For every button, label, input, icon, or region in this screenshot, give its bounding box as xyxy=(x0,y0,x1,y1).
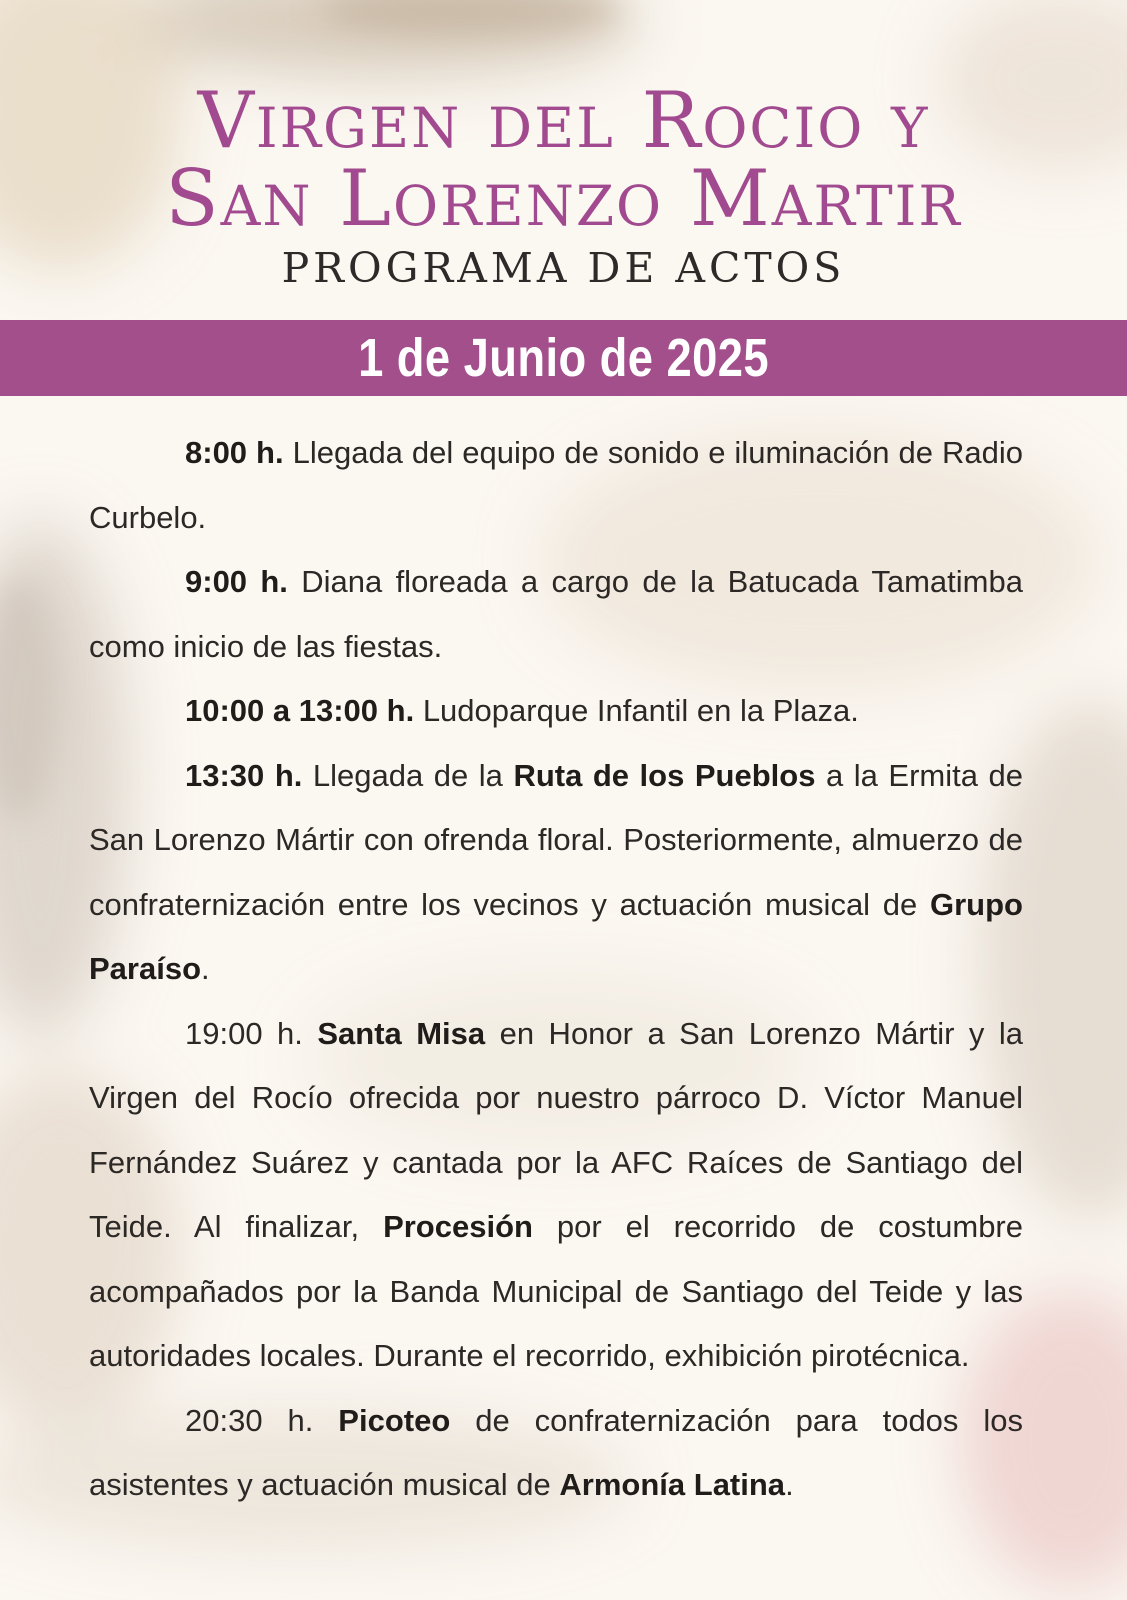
event-highlight: Picoteo xyxy=(338,1402,451,1438)
event-time: 20:30 h. xyxy=(185,1402,339,1438)
program-list xyxy=(89,421,1023,1518)
title-line-1: Virgen del Rocio y xyxy=(197,76,930,166)
event-text: a la Ermita de San Lorenzo Mártir con ofrenda floral. Posteriormente, almuerzo de confraternización entre los vecinos y actuación musical de xyxy=(89,757,1023,922)
event-item xyxy=(89,679,1023,744)
event-highlight: Procesión xyxy=(383,1209,533,1244)
event-text: por el recorrido de costumbre acompañados por la Banda Municipal de Santiago del Teide y las autoridades locales. Durante el recorrido, exhibición pirotécnica. xyxy=(89,1209,1023,1373)
title-line-2: San Lorenzo Martir xyxy=(165,154,962,244)
event-item xyxy=(89,744,1023,1002)
event-time: 9:00 h. xyxy=(185,564,288,599)
event-item xyxy=(89,1002,1023,1389)
event-text: Llegada de la xyxy=(302,757,514,793)
date-banner xyxy=(0,320,1127,396)
event-highlight: Ruta de los Pueblos xyxy=(513,757,816,793)
event-text: . xyxy=(201,951,210,986)
subtitle: PROGRAMA DE ACTOS xyxy=(281,244,846,292)
event-text: Ludoparque Infantil en la Plaza. xyxy=(414,693,859,728)
event-text: Diana floreada a cargo de la Batucada Tamatimba como inicio de las fiestas. xyxy=(89,564,1023,664)
event-time: 13:30 h. xyxy=(185,757,303,793)
event-item xyxy=(89,421,1023,550)
event-item xyxy=(89,550,1023,679)
date-text: 1 de Junio de 2025 xyxy=(358,328,769,388)
event-time: 19:00 h. xyxy=(185,1015,318,1051)
event-item xyxy=(89,1389,1023,1518)
event-highlight: Santa Misa xyxy=(317,1015,486,1051)
event-time: 10:00 a 13:00 h. xyxy=(185,693,415,728)
event-highlight: Grupo Paraíso xyxy=(89,886,1023,986)
event-highlight: Armonía Latina xyxy=(559,1467,786,1502)
event-text: Llegada del equipo de sonido e iluminación de Radio Curbelo. xyxy=(89,435,1023,535)
event-text: . xyxy=(785,1467,794,1502)
event-time: 8:00 h. xyxy=(185,435,284,470)
event-text: de confraternización para todos los asistentes y actuación musical de xyxy=(89,1402,1023,1502)
event-text: en Honor a San Lorenzo Mártir y la Virgen del Rocío ofrecida por nuestro párroco D. Víctor Manuel Fernández Suárez y cantada por la AFC Raíces de Santiago del Teide. Al finalizar, xyxy=(89,1015,1023,1244)
